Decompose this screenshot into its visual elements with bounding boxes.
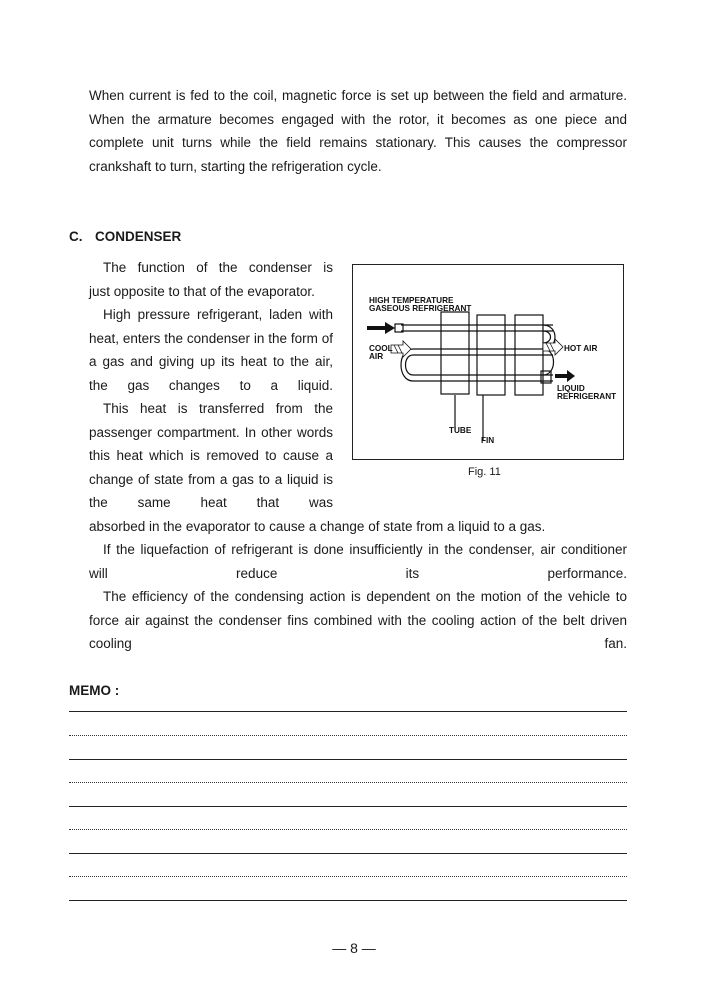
memo-line-dotted [69, 782, 627, 783]
page-number: — 8 — [332, 940, 376, 956]
section-heading [69, 229, 181, 244]
section-title: CONDENSER [95, 229, 182, 244]
label-tube: TUBE [449, 426, 472, 435]
label-hot-air: HOT AIR [564, 344, 598, 353]
hot-air-arrow [543, 339, 563, 355]
memo-line-dotted [69, 829, 627, 830]
paragraph-heat-transfer: This heat is transferred from the passenger compartment. In other words this heat which is removed to cause a change of state from a gas to a liquid is the same heat that was [89, 401, 333, 510]
figure-caption: Fig. 11 [468, 466, 501, 478]
gas-inlet-arrow [367, 322, 395, 334]
paragraph-heat-transfer-end: absorbed in the evaporator to cause a change of state from a liquid to a gas. [89, 518, 546, 534]
label-liquid-line2: REFRIGERANT [557, 392, 617, 401]
memo-line-dotted [69, 735, 627, 736]
label-cool-line2: AIR [369, 352, 384, 361]
paragraph-liquefaction: If the liquefaction of refrigerant is done insufficiently in the condenser, air conditioner will reduce its performance. [89, 542, 627, 581]
memo-line-solid [69, 711, 627, 712]
label-fin: FIN [481, 436, 495, 445]
section-number: C. [69, 229, 83, 244]
memo-line-solid [69, 806, 627, 807]
label-gas-line2: GASEOUS REFRIGERANT [369, 304, 472, 313]
memo-line-solid [69, 853, 627, 854]
memo-title: MEMO : [69, 683, 120, 698]
memo-line-solid [69, 900, 627, 901]
condenser-diagram [353, 265, 623, 459]
fin-plate-1 [441, 312, 469, 394]
intro-paragraph: When current is fed to the coil, magnetic force is set up between the field and armature. When the armature becomes engaged with the rotor, it becomes as one piece and complete unit turns while the field remains stationary. This causes the compressor crankshaft to turn, starting the refrigeration cycle. [89, 88, 627, 174]
label-liquid-line1: LIQUID [557, 384, 585, 393]
paragraph-high-pressure: High pressure refrigerant, laden with heat, enters the condenser in the form of a gas and giving up its heat to the air, the gas changes to a liquid. [89, 307, 333, 393]
paragraph-efficiency: The efficiency of the condensing action is dependent on the motion of the vehicle to force air against the condenser fins combined with the cooling action of the belt driven cooling fan. [89, 589, 627, 651]
liquid-outlet-arrow [555, 370, 575, 382]
paragraph-function-line2: just opposite to that of the evaporator. [89, 283, 315, 299]
cool-air-arrow [391, 341, 411, 357]
label-cool-line1: COOL [369, 344, 393, 353]
label-gas-line1: HIGH TEMPERATURE [369, 296, 454, 305]
memo-line-dotted [69, 876, 627, 877]
memo-line-solid [69, 759, 627, 760]
paragraph-function-line1: The function of the condenser is [103, 260, 333, 275]
figure-condenser [352, 264, 624, 460]
